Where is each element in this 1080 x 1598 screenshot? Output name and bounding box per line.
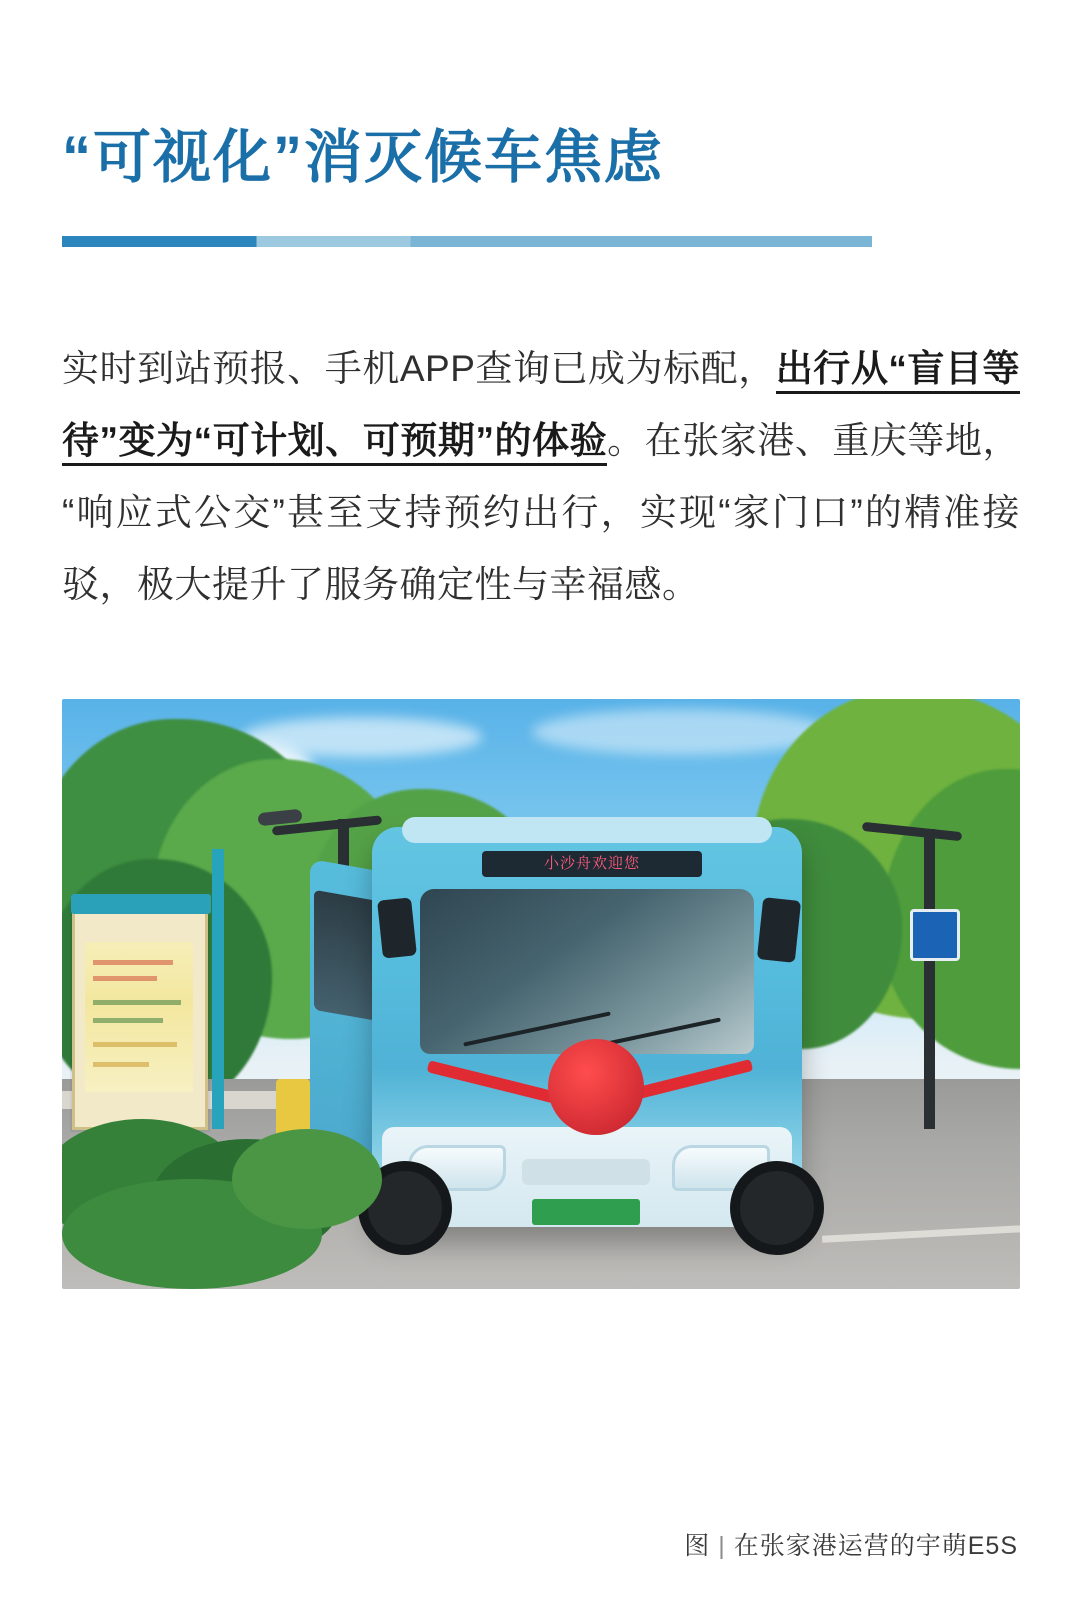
- roadside-shrub: [232, 1129, 382, 1229]
- bus-grille: [522, 1159, 650, 1185]
- photo-caption: [684, 1526, 1018, 1562]
- red-flower-decoration: [548, 1039, 644, 1135]
- poster-text-line: [93, 1018, 163, 1023]
- cloud-shape: [532, 709, 832, 755]
- article-photo: [62, 699, 1020, 1289]
- bus-led-text: 小沙舟欢迎您: [543, 855, 640, 873]
- electric-minibus: [372, 827, 802, 1245]
- poster-text-line: [93, 976, 157, 981]
- poster-text-line: [93, 1062, 149, 1067]
- cloud-shape: [242, 717, 482, 757]
- bus-wheel: [730, 1161, 824, 1255]
- shelter-pole: [212, 849, 224, 1129]
- caption-text: 在张家港运营的宇萌E5S: [733, 1531, 1018, 1560]
- bus-roof: [402, 817, 772, 843]
- article-page: [0, 39, 1080, 1598]
- street-light-pole: [924, 829, 935, 1129]
- bus-windshield: [420, 889, 754, 1054]
- paragraph-part-1: 实时到站预报、手机APP查询已成为标配，: [62, 347, 776, 389]
- title-divider: [62, 236, 872, 247]
- bus-side-mirror: [377, 897, 417, 958]
- caption-separator: |: [718, 1531, 726, 1560]
- decorative-ribbon: [427, 1060, 566, 1106]
- bus-side-mirror: [757, 897, 801, 963]
- page-title: “可视化”消灭候车焦虑: [62, 124, 665, 190]
- poster-text-line: [93, 960, 173, 965]
- article-paragraph: [62, 333, 1020, 622]
- poster-text-line: [93, 1042, 177, 1047]
- poster-text-line: [93, 1000, 181, 1005]
- paragraph-part-2: 。在张家港、重庆等地，“响应式公交”甚至支持预约出行，实现“家门口”的精准接驳，极大提升了服务确定性与幸福感。: [62, 419, 1021, 605]
- bus-led-display: [482, 851, 702, 877]
- road-sign: [910, 909, 960, 961]
- shelter-poster: [85, 942, 193, 1092]
- caption-label: 图: [684, 1531, 711, 1560]
- photo-scene: [62, 699, 1020, 1289]
- shelter-roof: [71, 894, 211, 914]
- bus-shelter: [72, 909, 208, 1130]
- bus-license-plate: [532, 1199, 640, 1225]
- bus-body: [372, 827, 802, 1227]
- paragraph-emphasis: 出行从“盲目等待”变为“可计划、可预期”的体验: [62, 348, 1020, 466]
